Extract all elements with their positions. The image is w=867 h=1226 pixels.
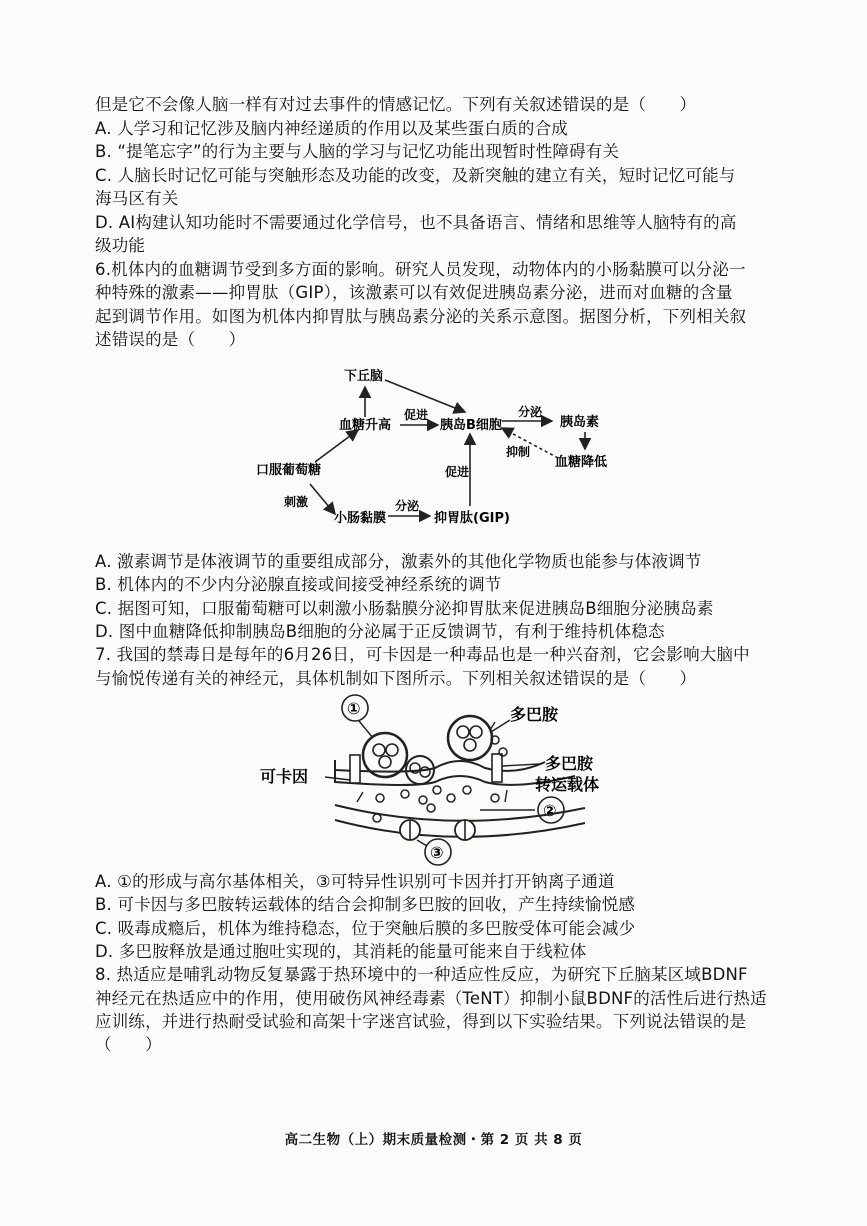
q7-option-d: D. 多巴胺释放是通过胞吐实现的，其消耗的能量可能来自于线粒体 [95, 942, 587, 961]
q6-option-a: A. 激素调节是体液调节的重要组成部分，激素外的其他化学物质也能参与体液调节 [95, 552, 702, 571]
q8-stem-line4: （ ） [95, 1035, 162, 1054]
q5-option-d-line2: 级功能 [95, 236, 146, 255]
label-2: ② [543, 801, 557, 820]
node-glucose-fall: 血糖降低 [555, 455, 608, 470]
q7-option-a: A. ①的形成与高尔基体相关，③可特异性识别可卡因并打开钠离子通道 [95, 872, 615, 891]
node-intestinal-mucosa: 小肠黏膜 [334, 511, 387, 526]
edge-secrete-gip: 分泌 [395, 499, 420, 513]
label-cocaine: 可卡因 [260, 767, 309, 786]
q5-stem: 但是它不会像人脑一样有对过去事件的情感记忆。下列有关叙述错误的是（ ） [95, 95, 697, 114]
node-oral-glucose: 口服葡萄糖 [256, 463, 322, 478]
page-footer: 高二生物（上）期末质量检测・第 2 页 共 8 页 [284, 1132, 583, 1148]
q6-stem-line2: 种特殊的激素——抑胃肽（GIP），该激素可以有效促进胰岛素分泌，进而对血糖的含量 [95, 283, 733, 302]
node-gip: 抑胃肽(GIP) [434, 511, 510, 526]
q6-stem-line4: 述错误的是（ ） [95, 330, 246, 349]
node-islet-b-cell: 胰岛B细胞 [440, 418, 502, 433]
q5-option-c-line2: 海马区有关 [95, 189, 179, 208]
q5-option-b: B. “提笔忘字”的行为主要与人脑的学习与记忆功能出现暂时性障碍有关 [95, 142, 620, 161]
synapse-cocaine-diagram [255, 690, 635, 870]
q8-stem-line2: 神经元在热适应中的作用，使用破伤风神经毒素（TeNT）抑制小鼠BDNF的活性后进行热适 [95, 989, 767, 1008]
label-3: ③ [430, 843, 444, 862]
q8-stem-line1: 8. 热适应是哺乳动物反复暴露于热环境中的一种适应性反应，为研究下丘脑某区域BDNF [95, 965, 748, 984]
q6-stem-line1: 6.机体内的血糖调节受到多方面的影响。研究人员发现，动物体内的小肠黏膜可以分泌一 [95, 260, 746, 279]
q6-option-c: C. 据图可知，口服葡萄糖可以刺激小肠黏膜分泌抑胃肽来促进胰岛B细胞分泌胰岛素 [95, 599, 714, 618]
q7-option-b: B. 可卡因与多巴胺转运载体的结合会抑制多巴胺的回收，产生持续愉悦感 [95, 895, 636, 914]
label-dopamine: 多巴胺 [510, 705, 559, 724]
edge-inhibit: 抑制 [506, 445, 531, 459]
q7-stem-line1: 7. 我国的禁毒日是每年的6月26日，可卡因是一种毒品也是一种兴奋剂，它会影响大脑中 [95, 645, 750, 664]
glucose-regulation-diagram [240, 362, 640, 532]
q8-stem-line3: 应训练，并进行热耐受试验和高架十字迷宫试验，得到以下实验结果。下列说法错误的是 [95, 1012, 747, 1031]
label-1: ① [347, 699, 361, 718]
label-transporter-line1: 多巴胺 [545, 754, 594, 773]
edge-stimulate: 刺激 [284, 495, 309, 509]
label-transporter-line2: 转运载体 [535, 775, 600, 794]
edge-promote-gip: 促进 [445, 465, 470, 479]
q6-option-d: D. 图中血糖降低抑制胰岛B细胞的分泌属于正反馈调节，有利于维持机体稳态 [95, 622, 665, 641]
q6-stem-line3: 起到调节作用。如图为机体内抑胃肽与胰岛素分泌的关系示意图。据图分析，下列相关叙 [95, 307, 747, 326]
edge-secrete: 分泌 [518, 405, 543, 419]
node-glucose-rise: 血糖升高 [339, 418, 392, 433]
q6-option-b: B. 机体内的不少内分泌腺直接或间接受神经系统的调节 [95, 575, 502, 594]
edge-promote: 促进 [404, 408, 429, 422]
q7-stem-line2: 与愉悦传递有关的神经元，具体机制如下图所示。下列相关叙述错误的是（ ） [95, 669, 697, 688]
node-hypothalamus: 下丘脑 [344, 369, 384, 384]
node-insulin: 胰岛素 [560, 415, 600, 430]
q5-option-c-line1: C. 人脑长时记忆可能与突触形态及功能的改变，及新突触的建立有关，短时记忆可能与 [95, 166, 736, 185]
q7-option-c: C. 吸毒成瘾后，机体为维持稳态，位于突触后膜的多巴胺受体可能会减少 [95, 919, 636, 938]
q5-option-a: A. 人学习和记忆涉及脑内神经递质的作用以及某些蛋白质的合成 [95, 119, 568, 138]
q5-option-d-line1: D. AI构建认知功能时不需要通过化学信号，也不具备语言、情绪和思维等人脑特有的高 [95, 213, 737, 232]
